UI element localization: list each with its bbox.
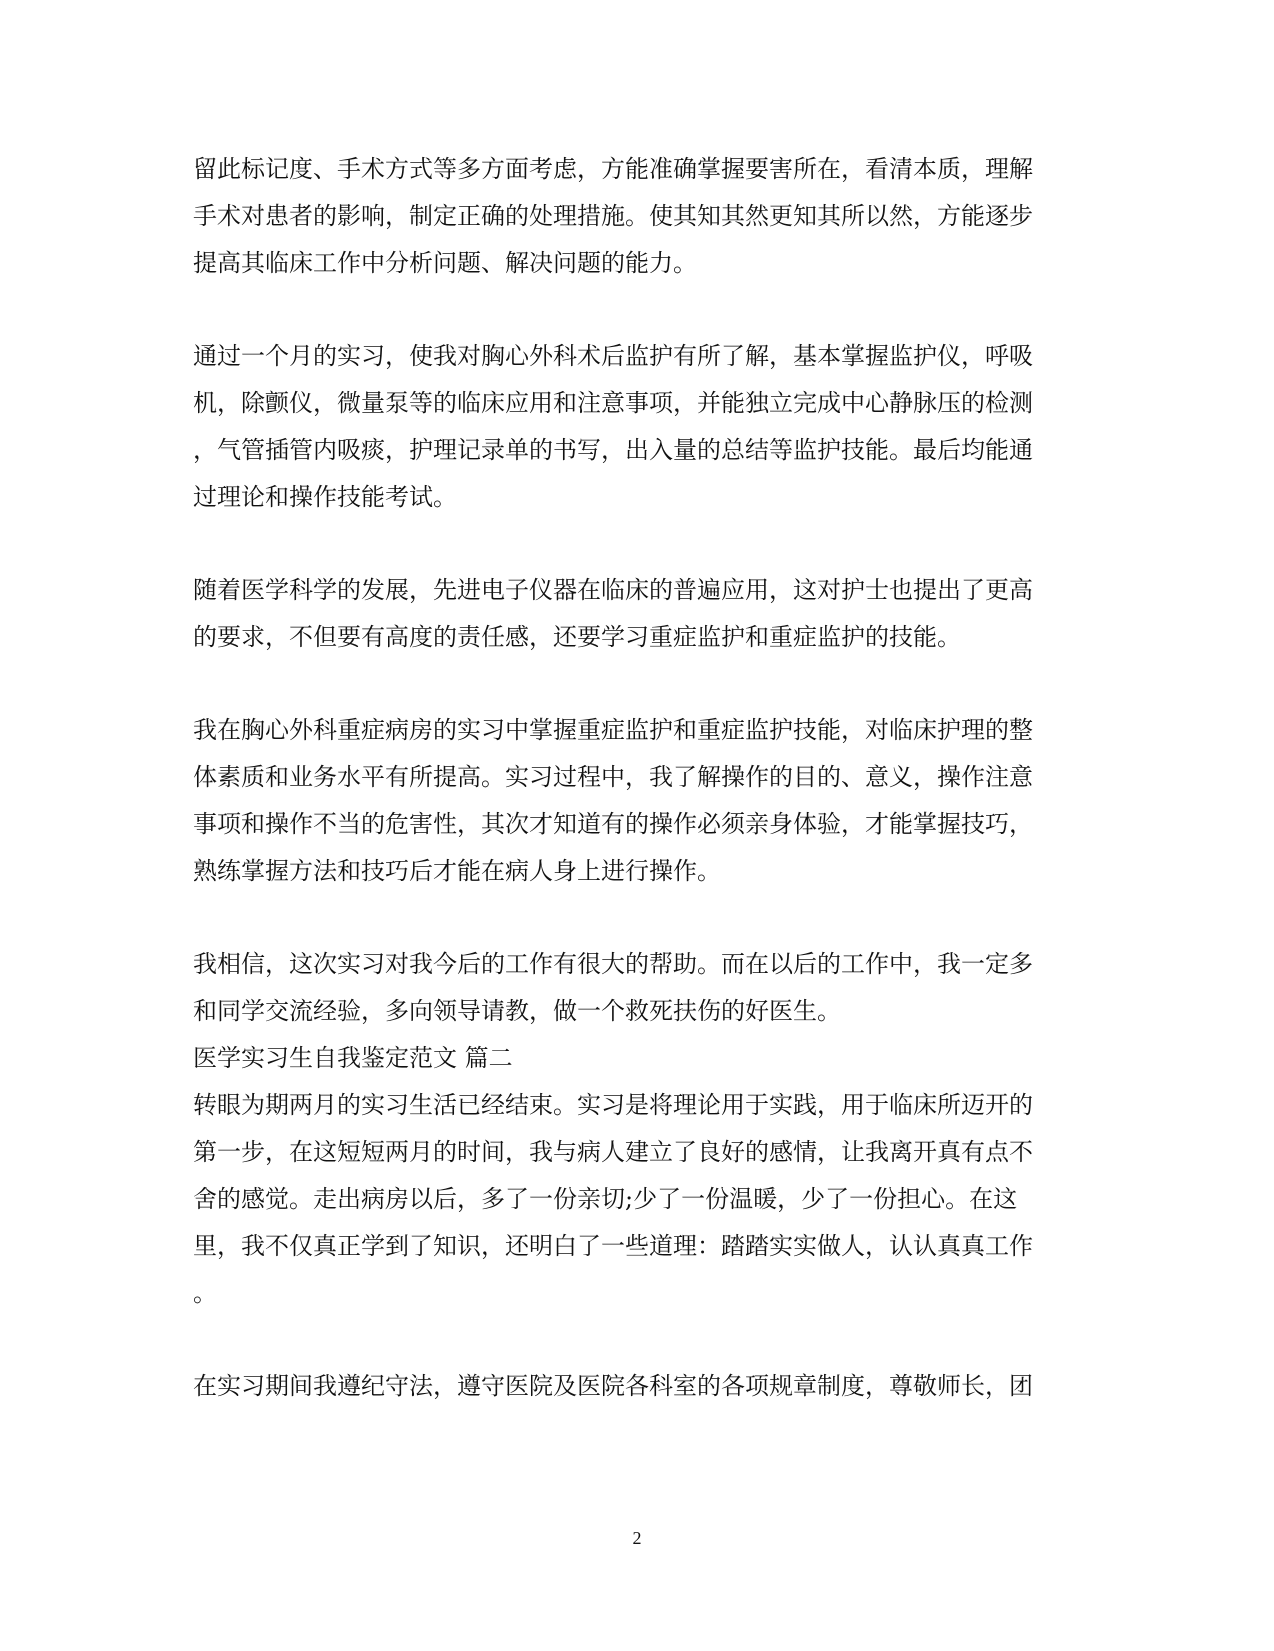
text-line: 转眼为期两月的实习生活已经结束。实习是将理论用于实践，用于临床所迈开的	[193, 1091, 1033, 1119]
text-line: 在实习期间我遵纪守法，遵守医院及医院各科室的各项规章制度，尊敬师长，团	[193, 1372, 1033, 1400]
page-number: 2	[632, 1528, 642, 1548]
text-line: 机，除颤仪，微量泵等的临床应用和注意事项，并能独立完成中心静脉压的检测	[193, 389, 1033, 417]
text-line: 和同学交流经验，多向领导请教，做一个救死扶伤的好医生。	[193, 997, 841, 1025]
text-line: 。	[193, 1279, 217, 1307]
text-line: 事项和操作不当的危害性，其次才知道有的操作必须亲身体验，才能掌握技巧，	[193, 810, 1033, 838]
text-line: 熟练掌握方法和技巧后才能在病人身上进行操作。	[193, 857, 721, 885]
text-line: 手术对患者的影响，制定正确的处理措施。使其知其然更知其所以然，方能逐步	[193, 202, 1033, 230]
text-line: 留此标记度、手术方式等多方面考虑，方能准确掌握要害所在，看清本质，理解	[193, 155, 1033, 183]
text-line: 过理论和操作技能考试。	[193, 483, 457, 511]
text-line: 里，我不仅真正学到了知识，还明白了一些道理：踏踏实实做人，认认真真工作	[193, 1232, 1033, 1260]
text-line: 舍的感觉。走出病房以后，多了一份亲切;少了一份温暖，少了一份担心。在这	[193, 1185, 1018, 1213]
text-line: 第一步，在这短短两月的时间，我与病人建立了良好的感情，让我离开真有点不	[193, 1138, 1033, 1166]
text-line: 提高其临床工作中分析问题、解决问题的能力。	[193, 249, 697, 277]
text-line: 体素质和业务水平有所提高。实习过程中，我了解操作的目的、意义，操作注意	[193, 763, 1033, 791]
text-line: 随着医学科学的发展，先进电子仪器在临床的普遍应用，这对护士也提出了更高	[193, 576, 1033, 604]
text-line: 我相信，这次实习对我今后的工作有很大的帮助。而在以后的工作中，我一定多	[193, 950, 1033, 978]
text-line: 通过一个月的实习，使我对胸心外科术后监护有所了解，基本掌握监护仪，呼吸	[193, 342, 1033, 370]
heading-line: 医学实习生自我鉴定范文 篇二	[193, 1044, 513, 1072]
text-line: 的要求，不但要有高度的责任感，还要学习重症监护和重症监护的技能。	[193, 623, 961, 651]
text-line: 我在胸心外科重症病房的实习中掌握重症监护和重症监护技能，对临床护理的整	[193, 716, 1033, 744]
text-line: ，气管插管内吸痰，护理记录单的书写，出入量的总结等监护技能。最后均能通	[193, 436, 1033, 464]
